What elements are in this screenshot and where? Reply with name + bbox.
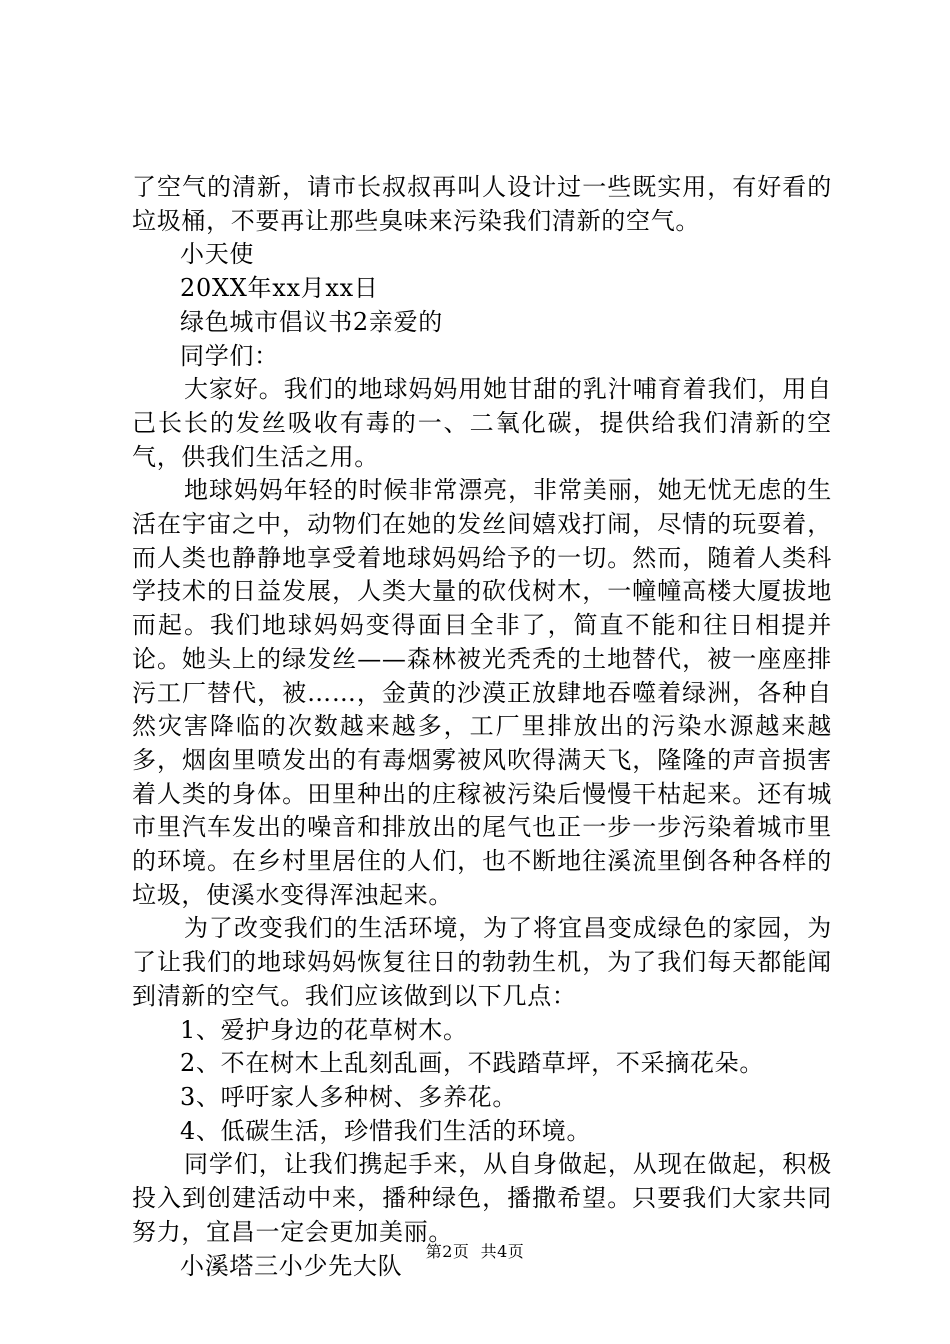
salutation: 同学们： [180, 341, 279, 370]
paragraph-earth-history: 地球妈妈年轻的时候非常漂亮，非常美丽，她无忧无虑的生活在宇宙之中，动物们在她的发丝间嬉戏打闹，尽情的玩耍着，而人类也静静地享受着地球妈妈给予的一切。然而，随着人类科学技术的日益发展，人类大量的砍伐树木，一幢幢高楼大厦拔地而起。我们地球妈妈变得面目全非了，简直不能和往日相提并论。她头上的绿发丝——森林被光秃秃的土地替代，被一座座排污工厂替代，被……，金黄的沙漠正放肆地吞噬着绿洲，各种自然灾害降临的次数越来越多，工厂里排放出的污染水源越来越多，烟囱里喷发出的有毒烟雾被风吹得满天飞，隆隆的声音损害着人类的身体。田里种出的庄稼被污染后慢慢干枯起来。还有城市里汽车发出的噪音和排放出的尾气也正一步一步污染着城市里的环境。在乡村里居住的人们，也不断地往溪流里倒各种各样的垃圾，使溪水变得浑浊起来。 [132, 476, 832, 909]
page-number: 第2页 共4页 [425, 1242, 525, 1261]
signature-date: 20XX年xx月xx日 [180, 274, 379, 303]
list-item-2: 2、不在树木上乱刻乱画，不践踏草坪，不采摘花朵。 [180, 1049, 765, 1078]
paragraph-greeting: 大家好。我们的地球妈妈用她甘甜的乳汁哺育着我们，用自己长长的发丝吸收有毒的一、二氧化碳，提供给我们清新的空气，供我们生活之用。 [132, 375, 832, 471]
signature-name: 小天使 [180, 240, 255, 269]
section-title: 绿色城市倡议书2亲爱的 [180, 307, 443, 336]
list-item-4: 4、低碳生活，珍惜我们生活的环境。 [180, 1116, 592, 1145]
document-body [132, 171, 832, 1283]
paragraph-continuation: 了空气的清新，请市长叔叔再叫人设计过一些既实用，有好看的垃圾桶，不要再让那些臭味来污染我们清新的空气。 [132, 173, 832, 235]
page-footer [0, 1242, 950, 1262]
paragraph-call-to-action: 为了改变我们的生活环境，为了将宜昌变成绿色的家园，为了让我们的地球妈妈恢复往日的勃勃生机，为了我们每天都能闻到清新的空气。我们应该做到以下几点： [132, 914, 832, 1010]
paragraph-closing: 同学们，让我们携起手来，从自身做起，从现在做起，积极投入到创建活动中来，播种绿色，播撒希望。只要我们大家共同努力，宜昌一定会更加美丽。 [132, 1150, 832, 1246]
list-item-3: 3、呼吁家人多种树、多养花。 [180, 1082, 518, 1111]
signature-organization: 小溪塔三小少先大队 [180, 1251, 403, 1280]
list-item-1: 1、爱护身边的花草树木。 [180, 1015, 468, 1044]
